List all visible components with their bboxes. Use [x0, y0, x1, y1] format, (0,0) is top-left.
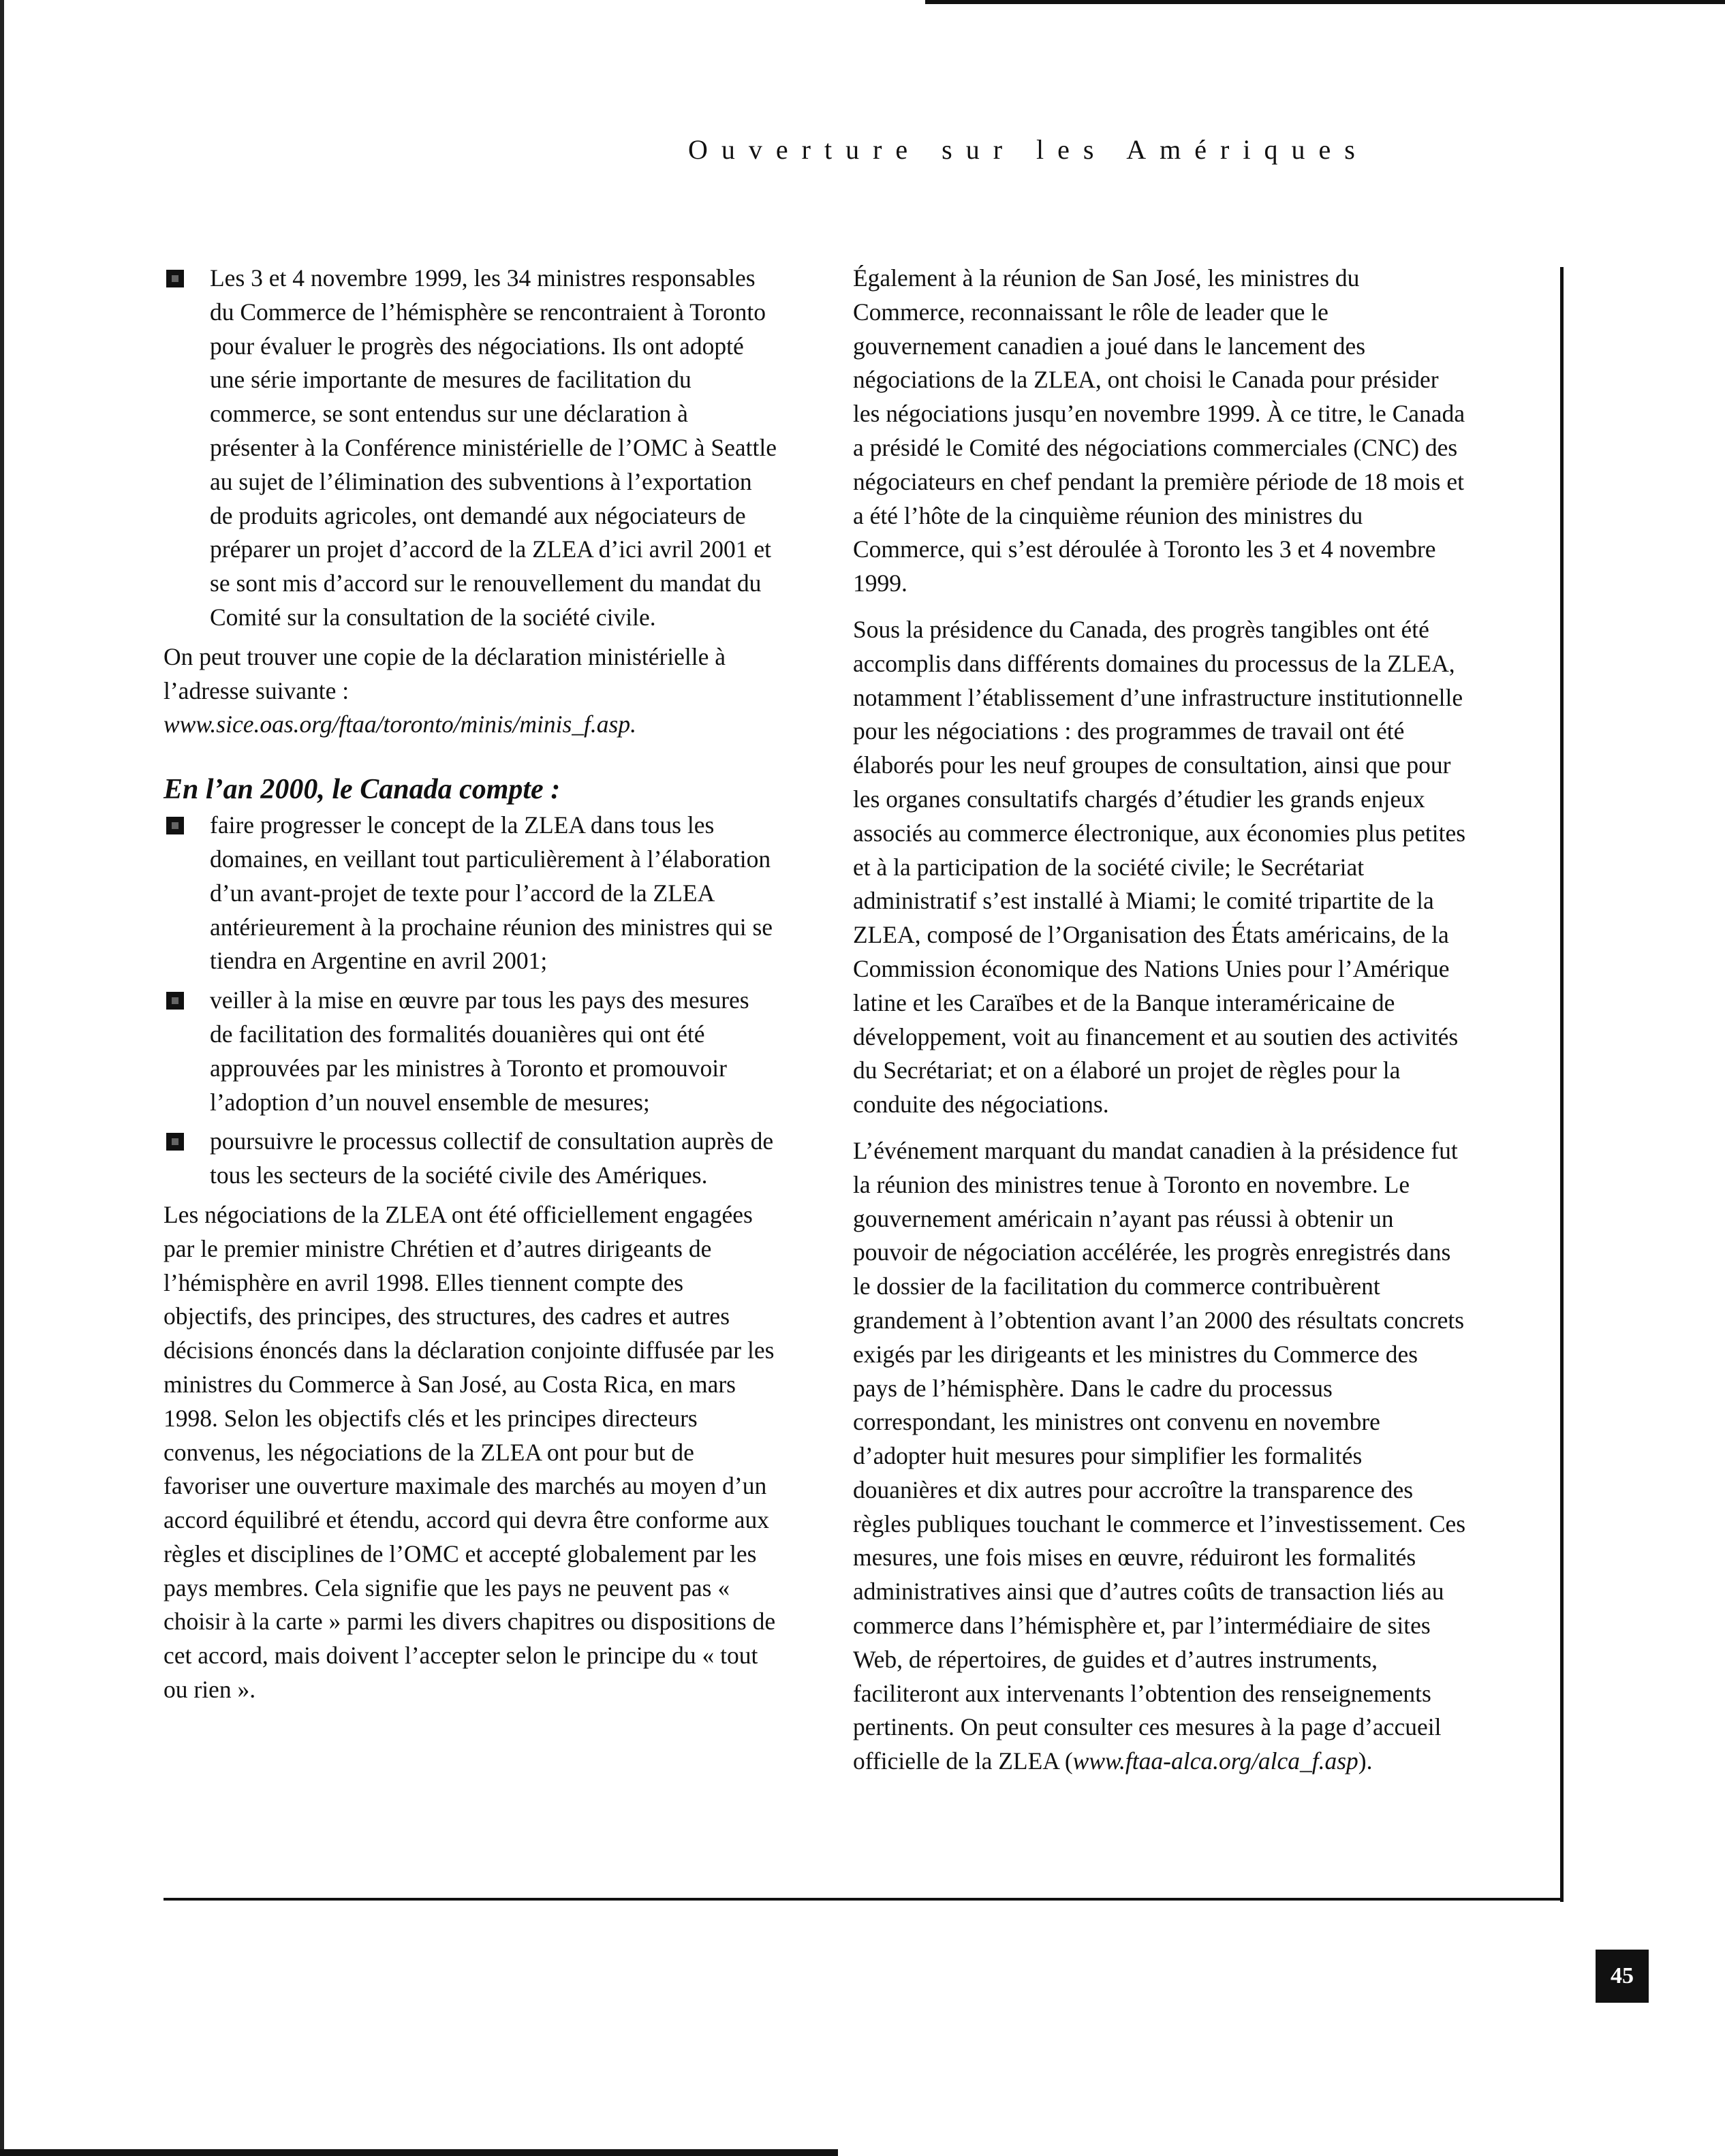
- list-item: [164, 984, 777, 1119]
- bullet-text: Les 3 et 4 novembre 1999, les 34 ministres responsables du Commerce de l’hémisphère se rencontraient à Toronto pour évaluer le progrès des négociations. Ils ont adopté une série importante de mesures de facilitation du commerce, se sont entendus sur une déclaration à présenter à la Conférence ministérielle de l’OMC à Seattle au sujet de l’élimination des subventions à l’exportation de produits agricoles, ont demandé aux négociateurs de préparer un projet d’accord de la ZLEA d’ici avril 2001 et se sont mis d’accord sur le renouvellement du mandat du Comité sur la consultation de la société civile.: [210, 264, 777, 631]
- declaration-url-link[interactable]: www.sice.oas.org/ftaa/toronto/minis/minis_f.asp.: [164, 710, 636, 738]
- paragraph-end: ).: [1358, 1747, 1373, 1775]
- section-subheading: En l’an 2000, le Canada compte :: [164, 774, 561, 806]
- scan-top-rule: [925, 0, 1725, 4]
- list-item: [164, 1125, 777, 1193]
- paragraph-negotiations: Les négociations de la ZLEA ont été officiellement engagées par le premier ministre Chrétien et d’autres dirigeants de l’hémisphère en avril 1998. Elles tiennent compte des objectifs, des principes, des structures, des cadres et autres décisions énoncés dans la déclaration conjointe diffusée par les ministres du Commerce à San José, au Costa Rica, en mars 1998. Selon les objectifs clés et les principes directeurs convenus, les négociations de la ZLEA ont pour but de favoriser une ouverture maximale des marchés au moyen d’un accord équilibré et étendu, accord qui devra être conforme aux règles et disciplines de l’OMC et accepté globalement par les pays membres. Cela signifie que les pays ne peuvent pas « choisir à la carte » parmi les divers chapitres ou dispositions de cet accord, mais doivent l’accepter selon le principe du « tout ou rien ».: [164, 1200, 776, 1704]
- copy-note: [164, 640, 777, 742]
- ftaa-url-link[interactable]: www.ftaa-alca.org/alca_f.asp: [1072, 1747, 1358, 1775]
- list-item: [164, 262, 777, 635]
- scan-bottom-edge: [0, 2149, 838, 2156]
- square-bullet-icon: [166, 270, 184, 287]
- paragraph-san-jose: Également à la réunion de San José, les ministres du Commerce, reconnaissant le rôle de leader que le gouvernement canadien a joué dans le lancement des négociations de la ZLEA, ont choisi le Canada pour présider les négociations jusqu’en novembre 1999. À ce titre, le Canada a présidé le Comité des négociations commerciales (CNC) des négociateurs en chef pendant la première période de 18 mois et a été l’hôte de la cinquième réunion des ministres du Commerce, qui s’est déroulée à Toronto les 3 et 4 novembre 1999.: [853, 264, 1465, 597]
- paragraph-text: L’événement marquant du mandat canadien à la présidence fut la réunion des ministres tenue à Toronto en novembre. Le gouvernement américain n’ayant pas réussi à obtenir un pouvoir de négociation accélérée, les progrès enregistrés dans le dossier de la facilitation du commerce contribuèrent grandement à l’obtention avant l’an 2000 des résultats concrets exigés par les dirigeants et les ministres du Commerce des pays de l’hémisphère. Dans le cadre du processus correspondant, les ministres ont convenu en novembre d’adopter huit mesures pour simplifier les formalités douanières et dix autres pour accroître la transparence des règles publiques touchant le commerce et l’investissement. Ces mesures, une fois mises en œuvre, réduiront les formalités administratives ainsi que d’autres coûts de transaction liés au commerce dans l’hémisphère et, par l’intermédiaire de sites Web, de répertoires, de guides et d’autres instruments, faciliteront aux intervenants l’obtention des renseignements pertinents. On peut consulter ces mesures à la page d’accueil officielle de la ZLEA (: [853, 1136, 1466, 1775]
- running-header: Ouverture sur les Amériques: [688, 134, 1369, 165]
- square-bullet-icon: [166, 817, 184, 834]
- paragraph-presidency: Sous la présidence du Canada, des progrès tangibles ont été accomplis dans différents domaines du processus de la ZLEA, notamment l’établissement d’une infrastructure institutionnelle pour les négociations : des programmes de travail ont été élaborés pour les neuf groupes de consultation, ainsi que pour les organes consultatifs chargés d’étudier les grands enjeux associés au commerce électronique, aux économies plus petites et à la participation de la société civile; le Secrétariat administratif s’est installé à Miami; le comité tripartite de la ZLEA, composé de l’Organisation des États américains, de la Commission économique des Nations Unies pour l’Amérique latine et les Caraïbes et de la Banque interaméricaine de développement, voit au financement et au soutien des activités du Secrétariat; et on a élaboré un projet de règles pour la conduite des négociations.: [853, 615, 1466, 1119]
- goal-text: poursuivre le processus collectif de consultation auprès de tous les secteurs de la société civile des Amériques.: [210, 1127, 774, 1189]
- square-bullet-icon: [166, 1133, 184, 1151]
- paragraph-toronto-meeting: [853, 1134, 1466, 1779]
- horizontal-rule: [164, 1898, 1564, 1901]
- page-number: 45: [1596, 1950, 1649, 2003]
- right-column: [853, 262, 1466, 1791]
- left-column: [164, 262, 777, 1719]
- vertical-rule: [1560, 267, 1564, 1902]
- goal-text: veiller à la mise en œuvre par tous les pays des mesures de facilitation des formalités douanières qui ont été approuvées par les ministres à Toronto et promouvoir l’adoption d’un nouvel ensemble de mesures;: [210, 986, 749, 1116]
- list-item: [164, 809, 777, 978]
- goal-text: faire progresser le concept de la ZLEA dans tous les domaines, en veillant tout particulièrement à l’élaboration d’un avant-projet de texte pour l’accord de la ZLEA antérieurement à la prochaine réunion des ministres qui se tiendra en Argentine en avril 2001;: [210, 811, 773, 975]
- square-bullet-icon: [166, 992, 184, 1010]
- scan-left-edge: [0, 0, 4, 2156]
- copy-note-text: On peut trouver une copie de la déclaration ministérielle à l’adresse suivante :: [164, 642, 726, 704]
